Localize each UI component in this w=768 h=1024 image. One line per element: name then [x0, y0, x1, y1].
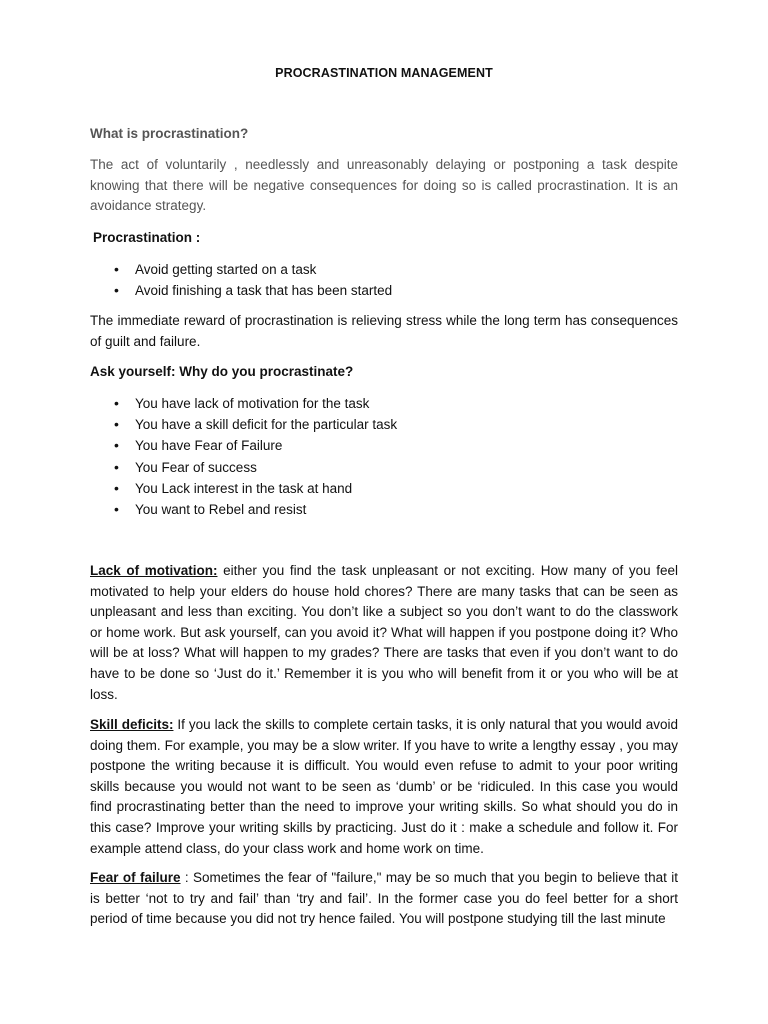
document-title: PROCRASTINATION MANAGEMENT: [275, 66, 493, 80]
procrastination-label: Procrastination :: [93, 230, 201, 245]
procrastination-bullet-list: [90, 259, 392, 301]
list-item: • You have lack of motivation for the task: [90, 393, 397, 414]
list-item: • You have a skill deficit for the particular task: [90, 414, 397, 435]
section-lack-of-motivation: [90, 561, 678, 705]
reward-paragraph: The immediate reward of procrastination is relieving stress while the long term has consequences of guilt and failure.: [90, 313, 678, 349]
intro-heading: What is procrastination?: [90, 126, 249, 141]
intro-paragraph: The act of voluntarily , needlessly and unreasonably delaying or postponing a task despite knowing that there will be negative consequences for doing so is called procrastination. It is an avoidance strategy.: [90, 157, 678, 213]
section-skill-deficits: [90, 715, 678, 859]
section-lead: Skill deficits:: [90, 717, 174, 732]
ask-heading: Ask yourself: Why do you procrastinate?: [90, 364, 354, 379]
list-item: • You Lack interest in the task at hand: [90, 478, 397, 499]
list-item: • You Fear of success: [90, 457, 397, 478]
section-fear-of-failure: [90, 868, 678, 930]
list-item: • Avoid getting started on a task: [90, 259, 392, 280]
section-lead: Fear of failure: [90, 870, 181, 885]
section-text: either you find the task unpleasant or not exciting. How many of you feel motivated to help your elders do house hold chores? There are many tasks that can be seen as unpleasant and less than exciting. You don’t like a subject so you don’t want to do the classwork or home work. But ask yourself, can you avoid it? What will happen if you postpone doing it? Who will be at loss? What will happen to my grades? There are tasks that even if you don’t want to do have to be done so ‘Just do it.’ Remember it is you who will benefit from it or you who will be at loss.: [90, 563, 679, 702]
reasons-bullet-list: [90, 393, 397, 520]
section-lead: Lack of motivation:: [90, 563, 218, 578]
list-item: • You want to Rebel and resist: [90, 499, 397, 520]
section-text: If you lack the skills to complete certain tasks, it is only natural that you would avoid doing them. For example, you may be a slow writer. If you have to write a lengthy essay , you may postpone the writing because it is difficult. You would even refuse to admit to your poor writing skills because you would not want to be seen as ‘dumb’ or be ‘ridiculed. In this case you would find procrastinating better than the need to improve your writing skills. So what should you do in this case? Improve your writing skills by practicing. Just do it : make a schedule and follow it. For example attend class, do your class work and home work on time.: [90, 717, 678, 856]
list-item: • You have Fear of Failure: [90, 435, 397, 456]
list-item: • Avoid finishing a task that has been started: [90, 280, 392, 301]
section-text: : Sometimes the fear of "failure," may be so much that you begin to believe that it is better ‘not to try and fail’ than ‘try and fail’. In the former case you do feel better for a short period of time because you did not try hence failed. You will postpone studying till the last minute: [90, 870, 678, 927]
